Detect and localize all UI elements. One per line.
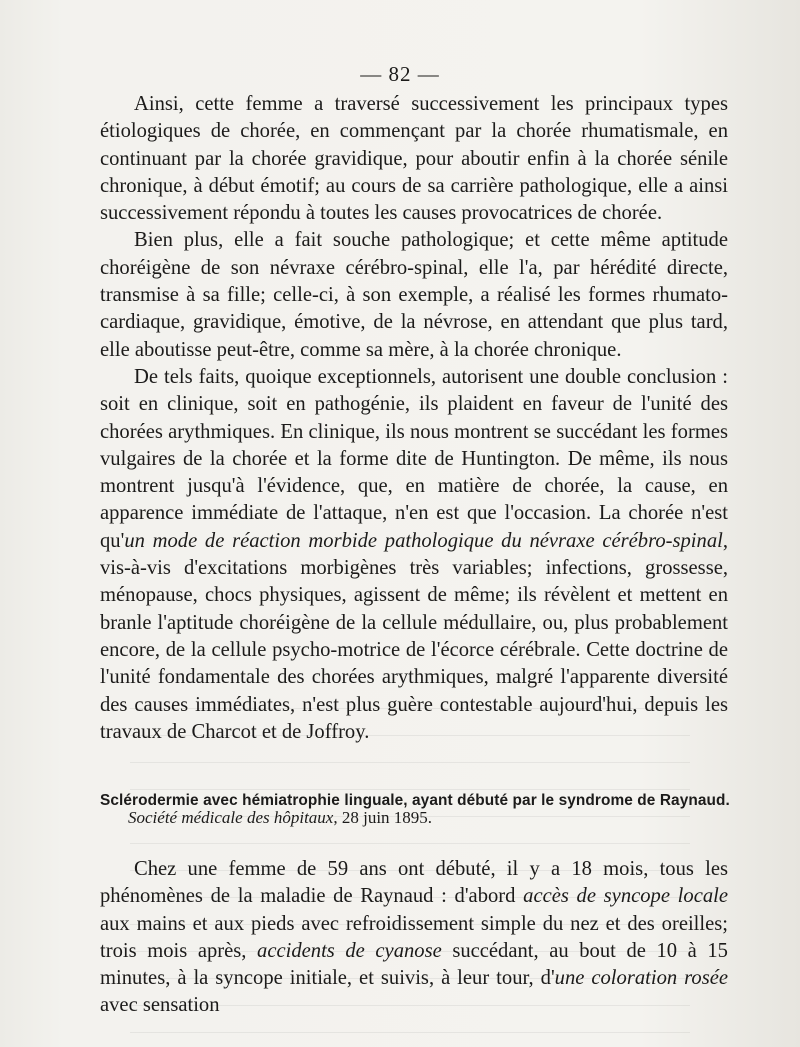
paragraph-4-text-1: Chez une femme de 59 ans ont débuté, il y a 18 mois, tous les phénomènes de la maladie de Raynaud : d'abord bbox=[100, 858, 728, 908]
source-citation bbox=[128, 806, 432, 830]
paragraph-4-text-3: succédant, au bout de 10 à 15 minutes, à la syncope initiale, et suivis, à leur tour, d' bbox=[100, 939, 728, 990]
paragraph-4-text-4: avec sensation bbox=[100, 994, 220, 1017]
paragraph-4 bbox=[100, 856, 728, 1020]
paragraph-2: Bien plus, elle a fait souche pathologique; et cette même aptitude choréigène de son névraxe cérébro-spinal, elle l'a, par hérédité directe, transmise à sa fille; celle-ci, à son exemple, a réalisé les formes rhumato-cardiaque, gravidique, émotive, de la névrose, en attendant que plus tard, elle aboutisse peut-être, comme sa mère, à la chorée chronique. bbox=[100, 229, 728, 361]
source-date: , 28 juin 1895. bbox=[333, 808, 433, 827]
section-heading: Sclérodermie avec hémiatrophie linguale, ayant débuté par le syndrome de Raynaud. bbox=[100, 792, 730, 809]
paragraph-1: Ainsi, cette femme a traversé successivement les principaux types étiologiques de chorée, en commençant par la chorée rhumatismale, en continuant par la chorée gravidique, pour aboutir enfin à la chorée sénile chronique, à début émotif; au cours de sa carrière pathologique, elle a ainsi successivement répondu à toutes les causes provocatrices de chorée. bbox=[100, 93, 728, 225]
source-journal: Société médicale des hôpitaux bbox=[128, 808, 334, 827]
main-text bbox=[100, 91, 728, 746]
paragraph-3 bbox=[100, 364, 728, 746]
paragraph-4-italic-3: une coloration rosée bbox=[554, 967, 728, 990]
paragraph-3-text-b: , vis-à-vis d'excitations morbigènes très variables; infections, grossesse, ménopause, chocs physiques, agissent de même; ils révèlent et mettent en branle l'aptitude choréigène de la cellule médullaire, ou, plus probablement encore, de la cellule psycho-motrice de l'écorce cérébrale. Cette doctrine de l'unité fondamentale des chorées arythmiques, malgré l'apparente diversité des causes immédiates, n'est plus guère contestable aujourd'hui, depuis les travaux de Charcot et de Joffroy. bbox=[100, 529, 728, 743]
page-number: — 82 — bbox=[360, 62, 440, 86]
paragraph-3-italic: un mode de réaction morbide pathologique du névraxe cérébro-spinal bbox=[124, 529, 723, 552]
paragraph-4-text-2: aux mains et aux pieds avec refroidissement simple du nez et des oreilles; trois mois après, bbox=[100, 912, 728, 962]
paragraph-4-italic-1: accès de syncope locale bbox=[523, 885, 728, 908]
paragraph-3-text-a: De tels faits, quoique exceptionnels, autorisent une double conclusion : soit en clinique, soit en pathogénie, ils plaident en faveur de l'unité des chorées arythmiques. En clinique, ils nous montrent se succédant les formes vulgaires de la chorée et la forme dite de Huntington. De même, ils nous montrent jusqu'à l'évidence, que, en matière de chorée, la cause, en apparence immédiate de l'attaque, n'en est que l'occasion. La chorée n'est qu' bbox=[100, 365, 728, 552]
section-body bbox=[100, 856, 728, 1020]
paragraph-4-italic-2: accidents de cyanose bbox=[257, 939, 442, 962]
